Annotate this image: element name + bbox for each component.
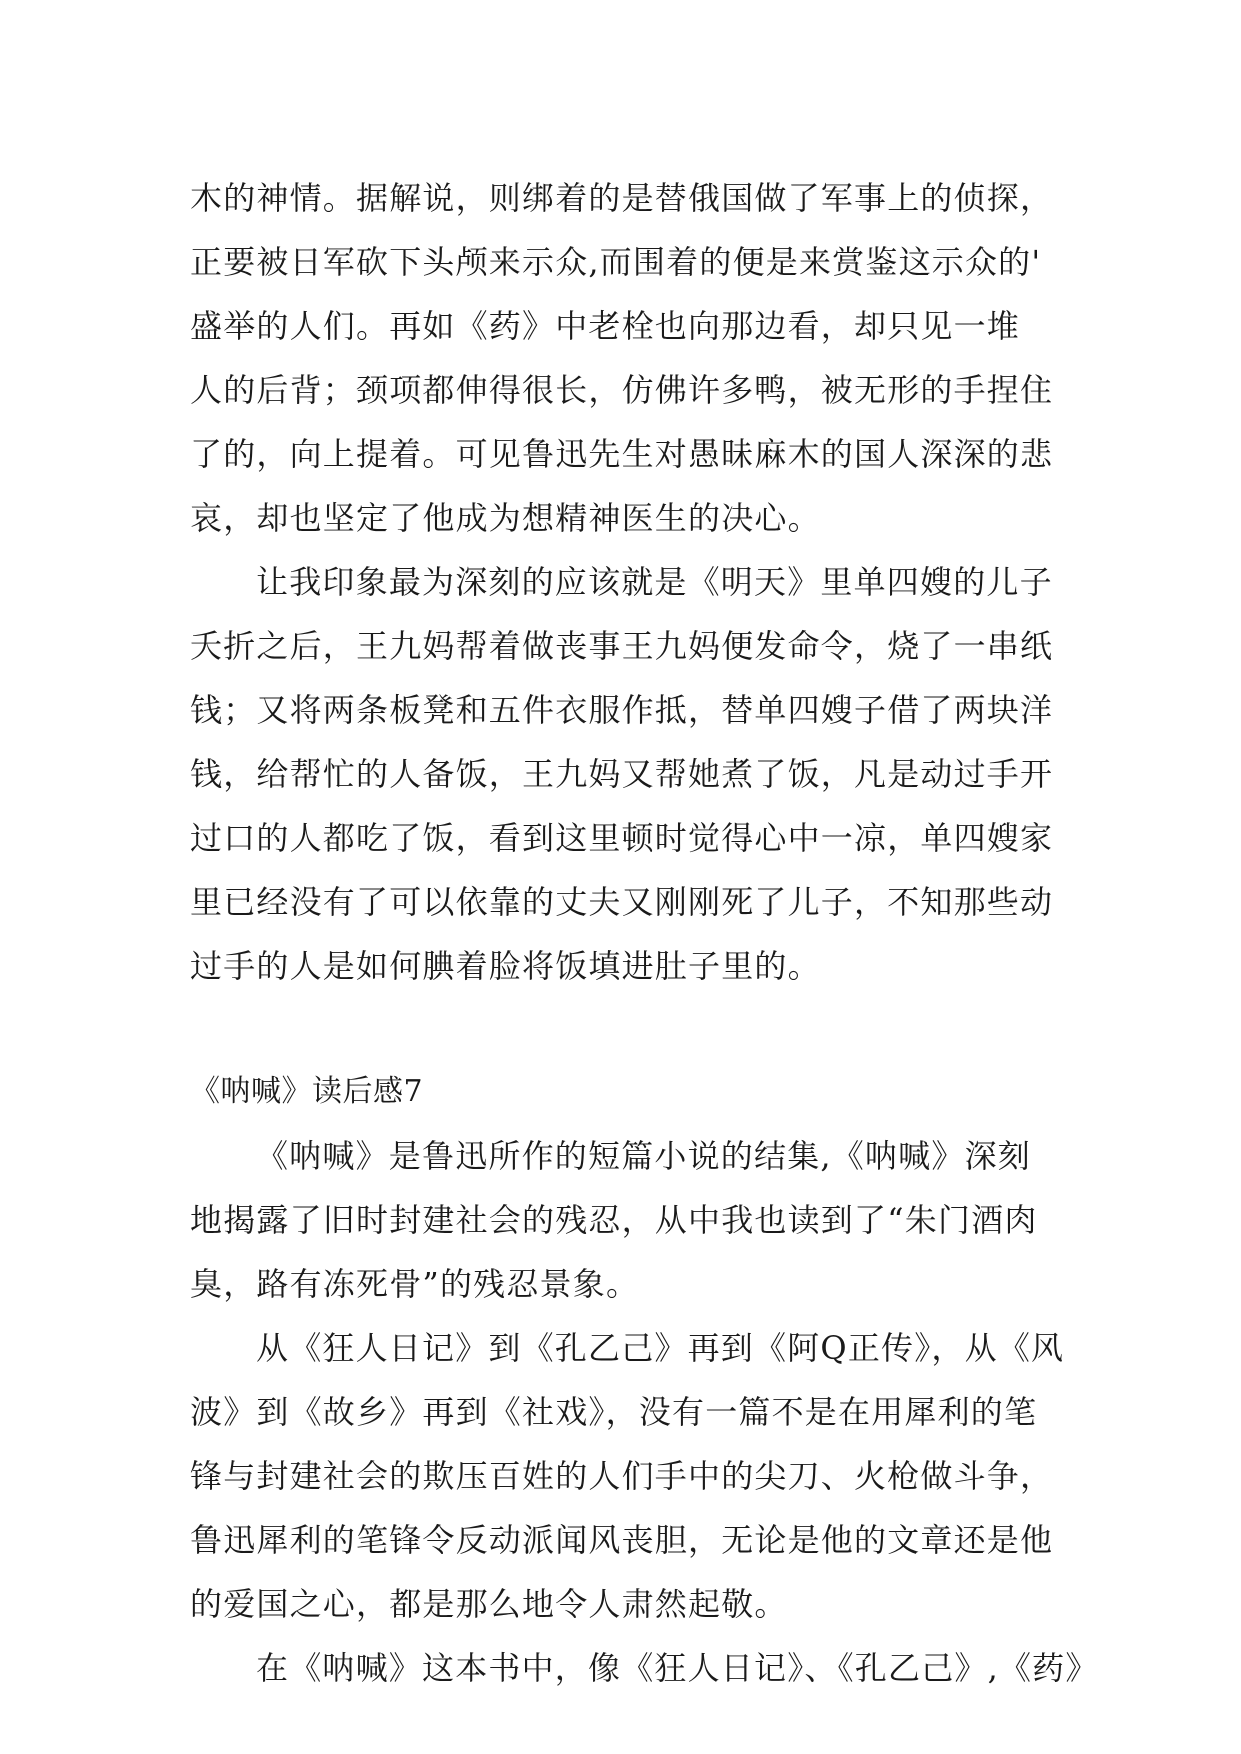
document-body: [190, 166, 1099, 1700]
text-line: 夭折之后，王九妈帮着做丧事王九妈便发命令，烧了一串纸: [190, 627, 1054, 665]
text-line: 盛举的人们。再如《药》中老栓也向那边看，却只见一堆: [190, 307, 1021, 345]
text-line: 《呐喊》是鲁迅所作的短篇小说的结集,《呐喊》深刻: [256, 1137, 1031, 1175]
text-line: 木的神情。据解说，则绑着的是替俄国做了军事上的侦探，: [190, 179, 1054, 217]
text-line: 过手的人是如何腆着脸将饭填进肚子里的。: [190, 947, 821, 985]
text-line: 锋与封建社会的欺压百姓的人们手中的尖刀、火枪做斗争，: [190, 1457, 1054, 1495]
text-line: 地揭露了旧时封建社会的残忍，从中我也读到了“朱门酒肉: [190, 1201, 1038, 1239]
text-line: 的爱国之心，都是那么地令人肃然起敬。: [190, 1585, 788, 1623]
text-line: 臭，路有冻死骨”的残忍景象。: [190, 1265, 640, 1303]
paragraph-book: [190, 1636, 1099, 1700]
text-line: 鲁迅犀利的笔锋令反动派闻风丧胆，无论是他的文章还是他: [190, 1521, 1054, 1559]
text-line: 钱；又将两条板凳和五件衣服作抵，替单四嫂子借了两块洋: [190, 691, 1054, 729]
text-line: 里已经没有了可以依靠的丈夫又刚刚死了儿子，不知那些动: [190, 883, 1054, 921]
text-line: 从《狂人日记》到《孔乙己》再到《阿Q正传》，从《风: [256, 1329, 1065, 1367]
section-heading: 《呐喊》读后感7: [190, 1074, 424, 1109]
text-line: 在《呐喊》这本书中，像《狂人日记》、《孔乙己》,《药》: [256, 1649, 1099, 1687]
text-line: 波》到《故乡》再到《社戏》，没有一篇不是在用犀利的笔: [190, 1393, 1038, 1431]
paragraph-intro: [190, 1124, 1060, 1316]
text-line: 人的后背；颈项都伸得很长，仿佛许多鸭，被无形的手捏住: [190, 371, 1054, 409]
text-line: 让我印象最为深刻的应该就是《明天》里单四嫂的儿子: [256, 563, 1053, 601]
paragraph-works: [190, 1316, 1065, 1636]
text-line: 哀，却也坚定了他成为想精神医生的决心。: [190, 499, 821, 537]
text-line: 过口的人都吃了饭，看到这里顿时觉得心中一凉，单四嫂家: [190, 819, 1054, 857]
spacer: [190, 998, 1060, 1060]
paragraph-mingtian: [190, 550, 1060, 998]
text-line: 钱，给帮忙的人备饭，王九妈又帮她煮了饭，凡是动过手开: [190, 755, 1054, 793]
text-line: 了的，向上提着。可见鲁迅先生对愚昧麻木的国人深深的悲: [190, 435, 1054, 473]
text-line: 正要被日军砍下头颅来示众,而围着的便是来赏鉴这示众的': [190, 243, 1042, 281]
paragraph-continuation: [190, 166, 1060, 550]
